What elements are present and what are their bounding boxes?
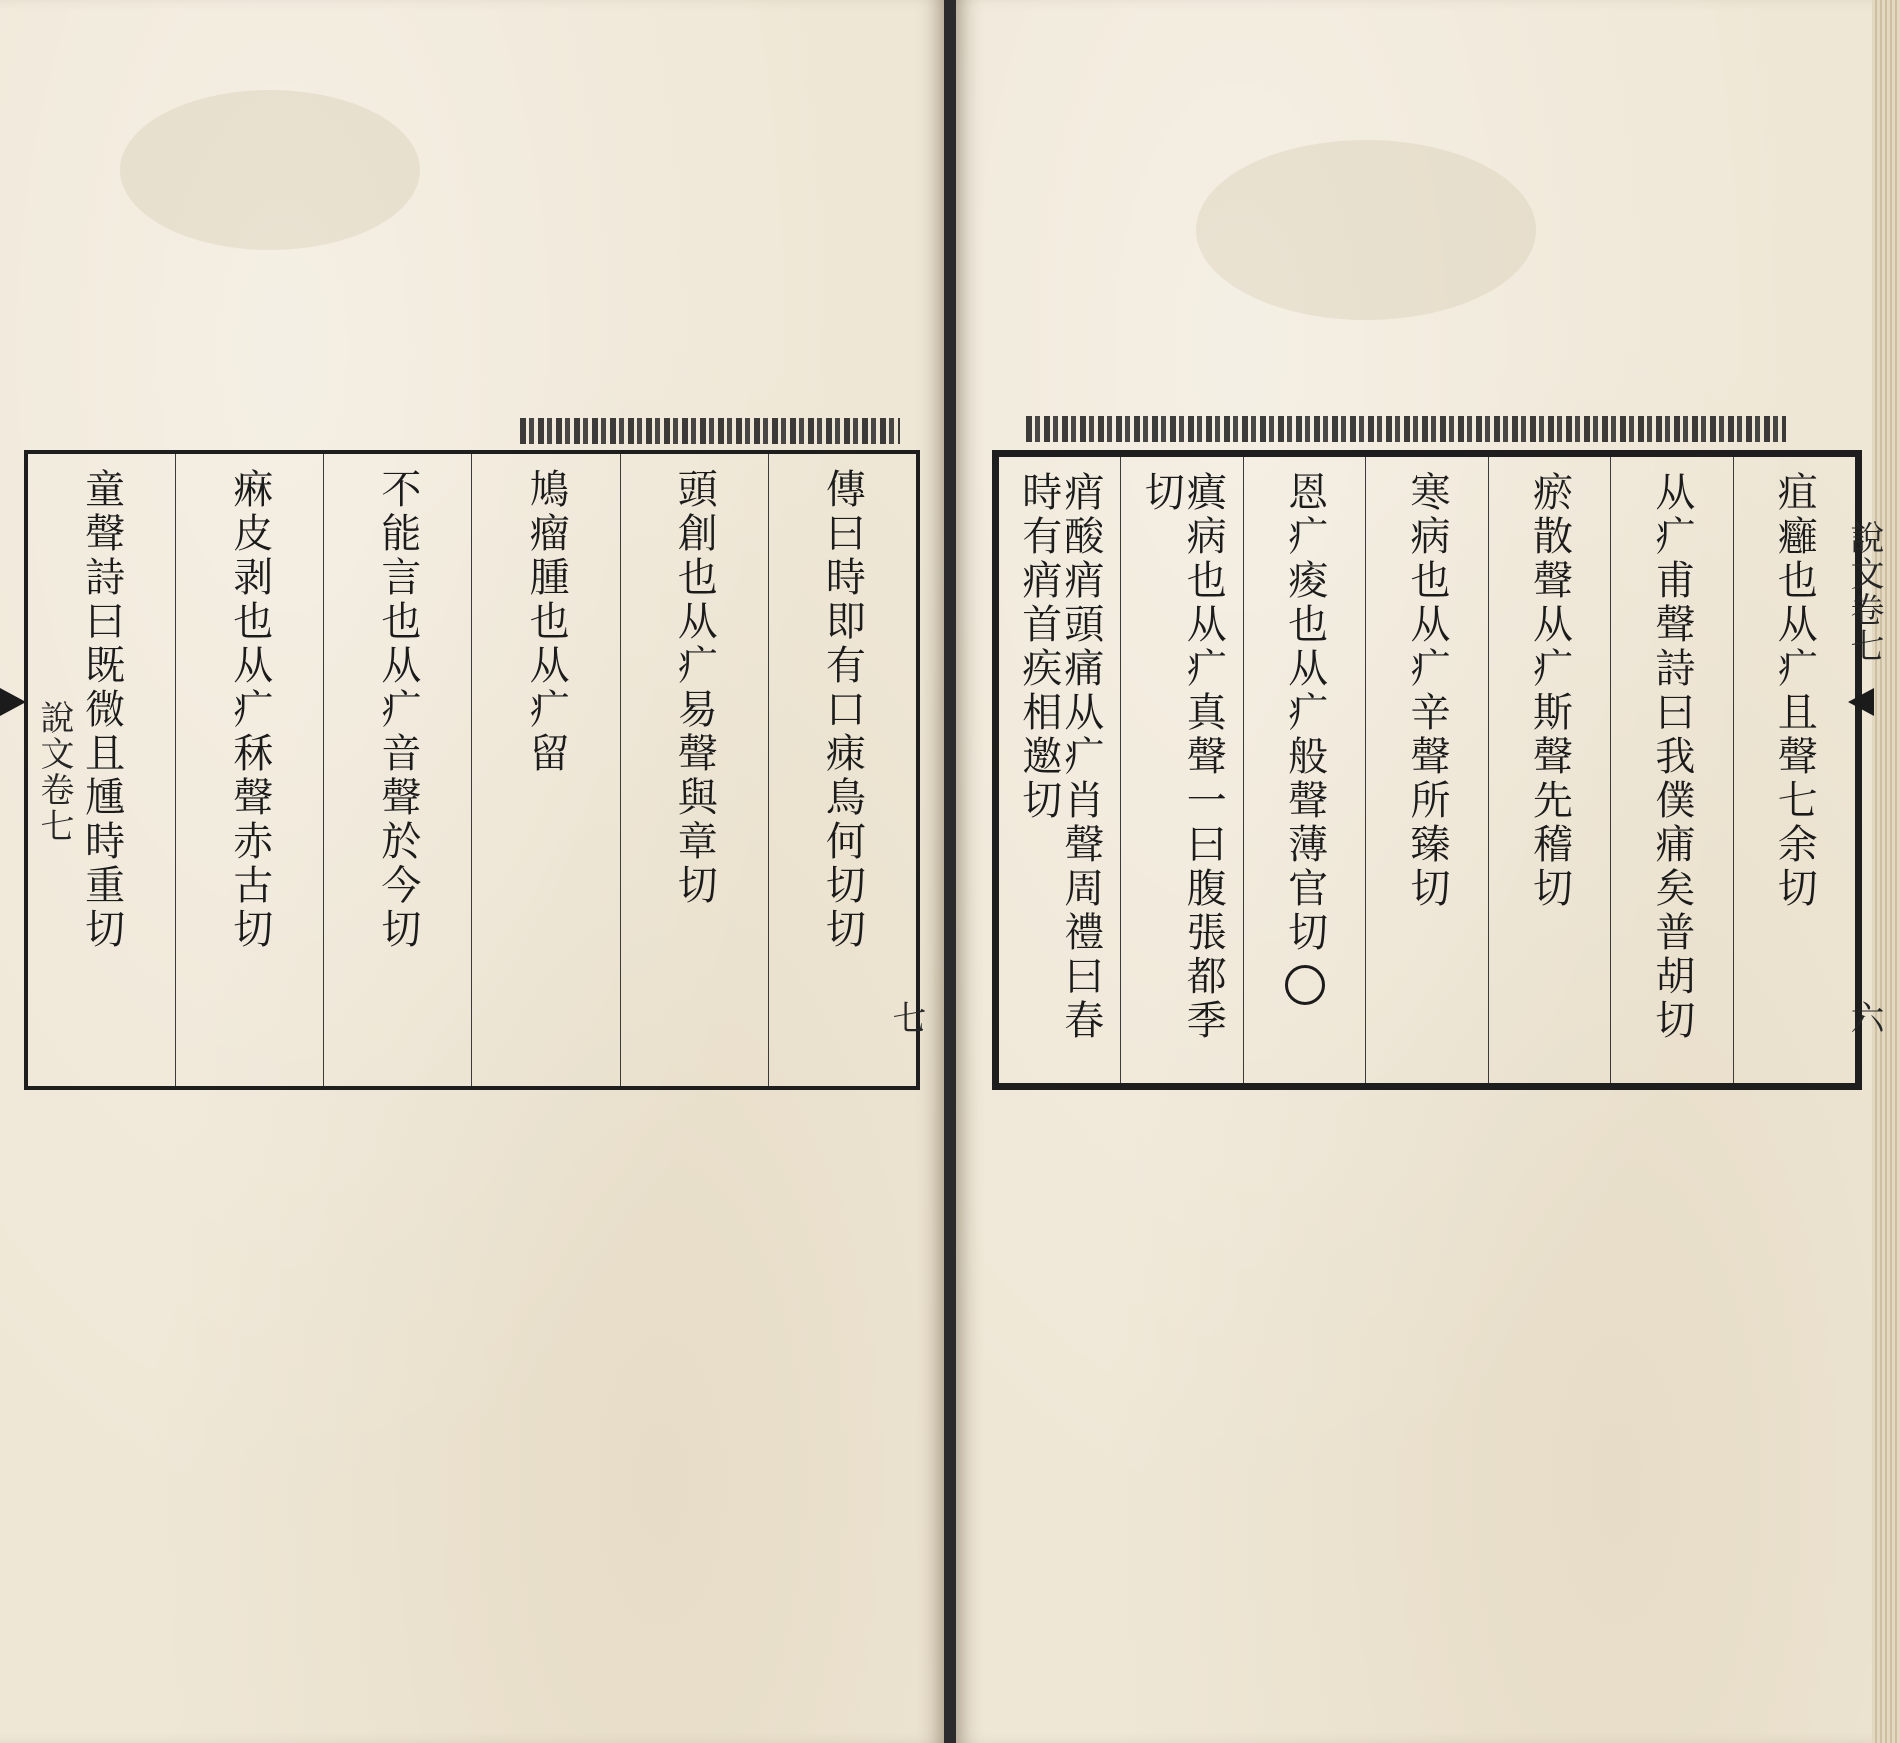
ink-bleed-top — [520, 418, 900, 444]
column-text: 疽癰也从疒且聲七余切 — [1771, 471, 1818, 911]
fish-tail-mark — [0, 688, 26, 716]
column-text: 鳩瘤腫也从疒留 — [523, 468, 570, 776]
page-number: 七 — [886, 1000, 926, 1036]
column-text: 痟酸痟頭痛从疒肖聲周禮曰春時有痟首疾相邀切 — [1015, 471, 1104, 1043]
column-text: 瘀散聲从疒斯聲先稽切 — [1526, 471, 1573, 911]
paper-stain — [1196, 140, 1536, 320]
paper-stain — [120, 90, 420, 250]
text-column — [175, 454, 323, 1086]
column-text: 傳曰時即有口㾊鳥何切切 — [819, 468, 866, 952]
text-column — [1365, 457, 1487, 1083]
text-column — [1243, 457, 1365, 1083]
page-number: 六 — [1844, 1000, 1884, 1036]
text-column — [1733, 457, 1855, 1083]
text-column — [471, 454, 619, 1086]
column-text: 恩疒痠也从疒般聲薄官切 — [1281, 471, 1328, 955]
column-text: 从疒甫聲詩曰我僕痡矣普胡切 — [1648, 471, 1695, 1043]
column-text: 瘨病也从疒真聲一曰腹張都季切 — [1138, 471, 1227, 1043]
column-text: 頭創也从疒易聲與章切 — [671, 468, 718, 908]
left-print-block — [24, 450, 920, 1090]
left-page — [0, 0, 944, 1743]
fish-tail-mark — [1848, 688, 1874, 716]
right-print-block — [992, 450, 1862, 1090]
column-text: 童聲詩曰既微且尰時重切 — [78, 468, 125, 952]
text-column — [620, 454, 768, 1086]
text-column — [1488, 457, 1610, 1083]
circle-mark — [1285, 965, 1325, 1005]
page-edge-stack — [1872, 0, 1900, 1743]
right-page — [956, 0, 1900, 1743]
book-gutter — [944, 0, 956, 1743]
text-column — [768, 454, 916, 1086]
margin-label: 說文卷七 — [34, 700, 74, 844]
text-column — [999, 457, 1120, 1083]
column-text: 痳皮剥也从疒秝聲赤古切 — [226, 468, 273, 952]
margin-label: 說文卷七 — [1844, 520, 1884, 664]
ink-bleed-top — [1026, 416, 1786, 442]
column-text: 寒病也从疒辛聲所臻切 — [1404, 471, 1451, 911]
text-column — [323, 454, 471, 1086]
column-text: 不能言也从疒音聲於今切 — [374, 468, 421, 952]
text-column — [1610, 457, 1732, 1083]
text-column — [1120, 457, 1242, 1083]
